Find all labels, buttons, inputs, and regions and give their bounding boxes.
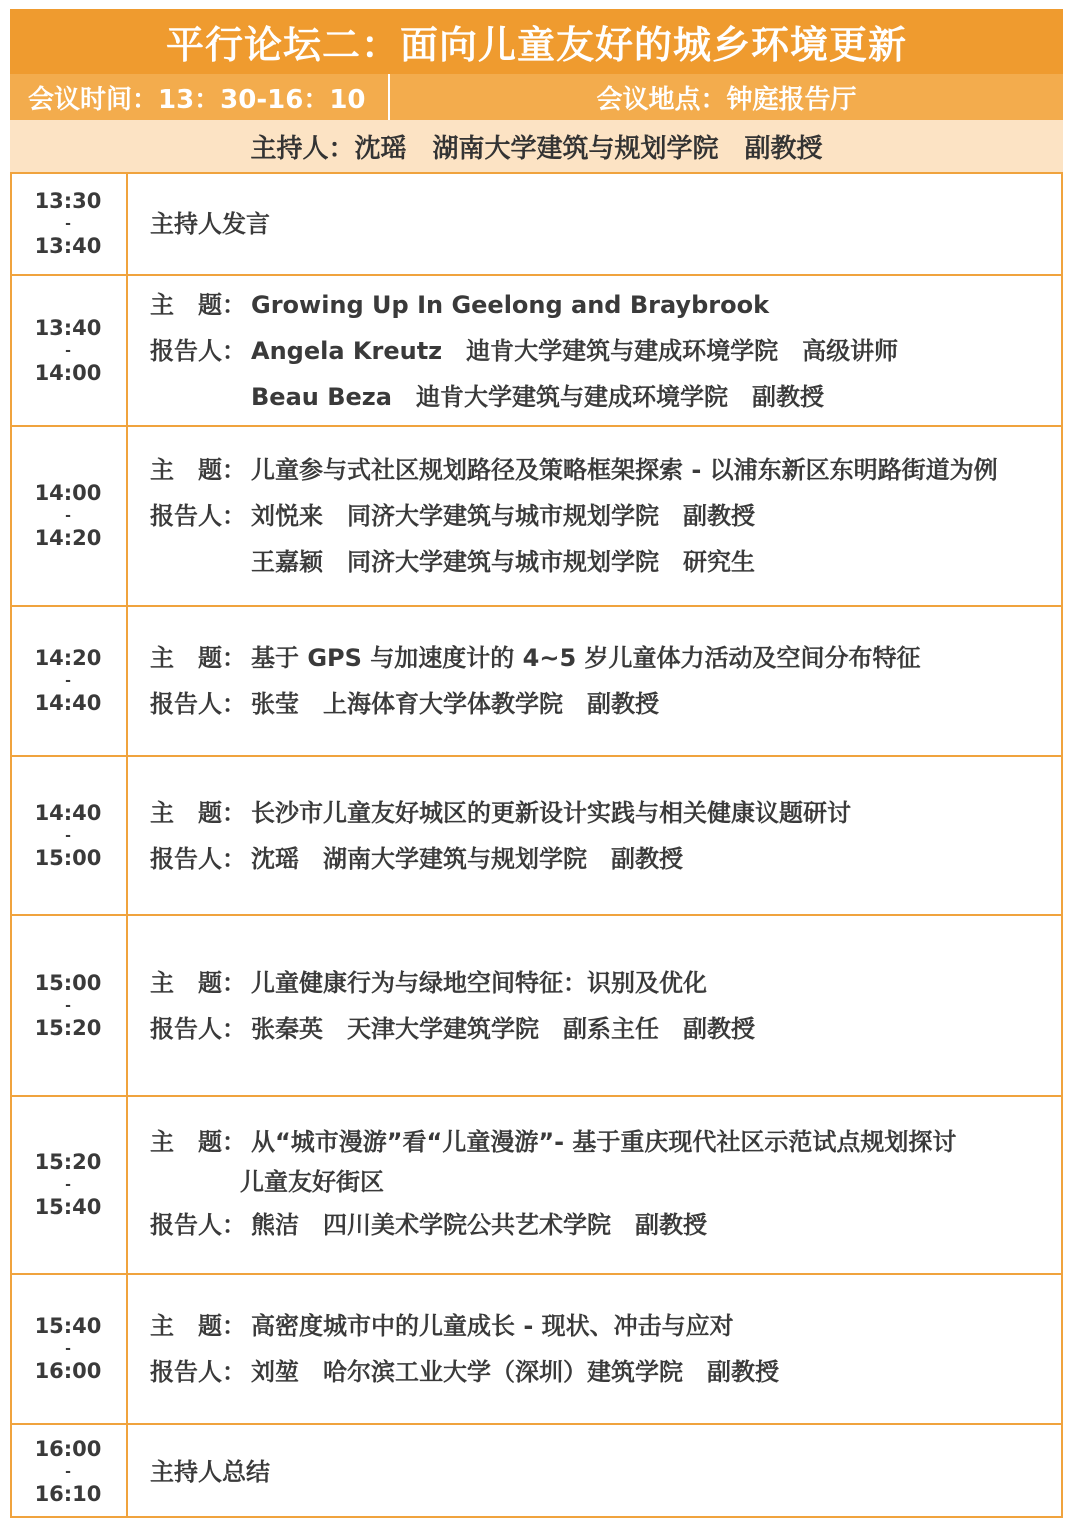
time-slot <box>10 1425 128 1518</box>
topic-line <box>150 960 1063 1006</box>
topic-line <box>150 1303 1063 1349</box>
session-content <box>128 757 1063 914</box>
time-slot <box>10 174 128 274</box>
end-time: 15:40 <box>34 1195 102 1219</box>
session-content <box>128 607 1063 755</box>
speaker-text: 刘悦来 同济大学建筑与城市规划学院 副教授 <box>251 502 755 530</box>
start-time: 13:30 <box>34 189 102 213</box>
speaker-label: 报告人： <box>150 690 246 718</box>
speaker-text: 熊洁 四川美术学院公共艺术学院 副教授 <box>251 1211 707 1239</box>
meeting-time: 会议时间：13：30-16：10 <box>10 74 390 120</box>
speaker-label: 报告人： <box>150 502 246 530</box>
time-slot <box>10 607 128 755</box>
speaker-line <box>150 374 1063 420</box>
time-separator: - <box>65 673 71 689</box>
topic-line <box>150 282 1063 328</box>
topic-text: Growing Up In Geelong and Braybrook <box>251 290 770 319</box>
session-content <box>128 427 1063 605</box>
end-time: 14:40 <box>34 691 102 715</box>
meeting-info-bar <box>10 74 1063 120</box>
end-time: 16:00 <box>34 1359 102 1383</box>
forum-title-text: 平行论坛二：面向儿童友好的城乡环境更新 <box>165 23 907 67</box>
session-text: 主持人总结 <box>150 1457 270 1486</box>
end-time: 13:40 <box>34 234 102 258</box>
time-slot <box>10 1275 128 1423</box>
speaker-text: Beau Beza 迪肯大学建筑与建成环境学院 副教授 <box>251 382 824 411</box>
time-slot <box>10 757 128 914</box>
schedule-row <box>10 914 1063 1095</box>
topic-label: 主 题： <box>150 1128 246 1156</box>
time-slot <box>10 1097 128 1273</box>
start-time: 14:00 <box>34 481 102 505</box>
speaker-line <box>150 493 1063 539</box>
speaker-line <box>150 1349 1063 1395</box>
start-time: 14:40 <box>34 800 102 825</box>
end-time: 16:10 <box>34 1481 102 1506</box>
end-time: 15:20 <box>34 1015 102 1040</box>
speaker-text: 刘堃 哈尔滨工业大学（深圳）建筑学院 副教授 <box>251 1358 779 1386</box>
session-content <box>128 1275 1063 1423</box>
end-time: 14:00 <box>34 360 102 385</box>
speaker-text: 张莹 上海体育大学体教学院 副教授 <box>251 690 659 718</box>
time-slot <box>10 916 128 1095</box>
topic-text: 长沙市儿童友好城区的更新设计实践与相关健康议题研讨 <box>251 798 851 827</box>
schedule-row <box>10 605 1063 755</box>
speaker-label: 报告人： <box>150 1014 246 1043</box>
start-time: 15:20 <box>34 1150 102 1174</box>
speaker-text: 张秦英 天津大学建筑学院 副系主任 副教授 <box>251 1014 755 1043</box>
topic-label: 主 题： <box>150 456 246 484</box>
topic-text: 儿童参与式社区规划路径及策略框架探索 - 以浦东新区东明路街道为例 <box>251 456 998 484</box>
topic-text: 高密度城市中的儿童成长 - 现状、冲击与应对 <box>251 1312 734 1340</box>
time-separator: - <box>65 342 71 359</box>
speaker-text: 沈瑶 湖南大学建筑与规划学院 副教授 <box>251 844 683 873</box>
topic-text: 儿童健康行为与绿地空间特征：识别及优化 <box>251 968 707 997</box>
speaker-line <box>150 681 1063 727</box>
end-time: 15:00 <box>34 845 102 870</box>
speaker-label: 报告人： <box>150 336 246 365</box>
speaker-text: 王嘉颖 同济大学建筑与城市规划学院 研究生 <box>251 548 755 576</box>
topic-label: 主 题： <box>150 968 246 997</box>
session-text: 主持人发言 <box>150 210 270 238</box>
topic-line <box>150 1122 1063 1162</box>
schedule-row <box>10 1095 1063 1273</box>
speaker-text: Angela Kreutz 迪肯大学建筑与建成环境学院 高级讲师 <box>251 336 899 365</box>
topic-label: 主 题： <box>150 798 246 827</box>
schedule-row <box>10 1273 1063 1423</box>
end-time: 14:20 <box>34 526 102 550</box>
schedule-row <box>10 755 1063 914</box>
speaker-line <box>150 1006 1063 1052</box>
speaker-label: 报告人： <box>150 1358 246 1386</box>
host-text: 主持人：沈瑶 湖南大学建筑与规划学院 副教授 <box>250 133 823 164</box>
session-content <box>128 1097 1063 1273</box>
meeting-place: 会议地点：钟庭报告厅 <box>596 84 857 115</box>
topic-label: 主 题： <box>150 644 246 672</box>
forum-title <box>10 9 1063 74</box>
speaker-line <box>150 539 1063 585</box>
start-time: 15:00 <box>34 970 102 995</box>
topic-continuation <box>150 1162 1063 1202</box>
speaker-line <box>150 836 1063 882</box>
session-content <box>128 174 1063 274</box>
time-separator: - <box>65 827 71 844</box>
time-separator: - <box>65 508 71 524</box>
schedule-row <box>10 1423 1063 1518</box>
topic-text-cont: 儿童友好街区 <box>240 1168 384 1196</box>
time-slot <box>10 427 128 605</box>
session-content <box>128 276 1063 425</box>
schedule-row <box>10 274 1063 425</box>
schedule-table <box>10 172 1063 1518</box>
topic-line <box>150 635 1063 681</box>
topic-label: 主 题： <box>150 1312 246 1340</box>
time-separator: - <box>65 216 71 232</box>
speaker-line <box>150 328 1063 374</box>
start-time: 13:40 <box>34 315 102 340</box>
topic-label: 主 题： <box>150 290 246 319</box>
time-separator: - <box>65 1463 71 1480</box>
host-info <box>10 120 1063 172</box>
topic-line <box>150 447 1063 493</box>
schedule-row <box>10 172 1063 274</box>
topic-text: 从“城市漫游”看“儿童漫游”- 基于重庆现代社区示范试点规划探讨 <box>251 1128 957 1156</box>
start-time: 14:20 <box>34 646 102 670</box>
schedule-row <box>10 425 1063 605</box>
start-time: 16:00 <box>34 1436 102 1461</box>
time-slot <box>10 276 128 425</box>
topic-text: 基于 GPS 与加速度计的 4~5 岁儿童体力活动及空间分布特征 <box>251 644 921 672</box>
speaker-label: 报告人： <box>150 844 246 873</box>
speaker-line <box>150 1202 1063 1248</box>
start-time: 15:40 <box>34 1314 102 1338</box>
speaker-label: 报告人： <box>150 1211 246 1239</box>
time-separator: - <box>65 1177 71 1193</box>
topic-line <box>150 790 1063 836</box>
session-content <box>128 1425 1063 1518</box>
time-separator: - <box>65 997 71 1014</box>
time-separator: - <box>65 1341 71 1357</box>
session-content <box>128 916 1063 1095</box>
